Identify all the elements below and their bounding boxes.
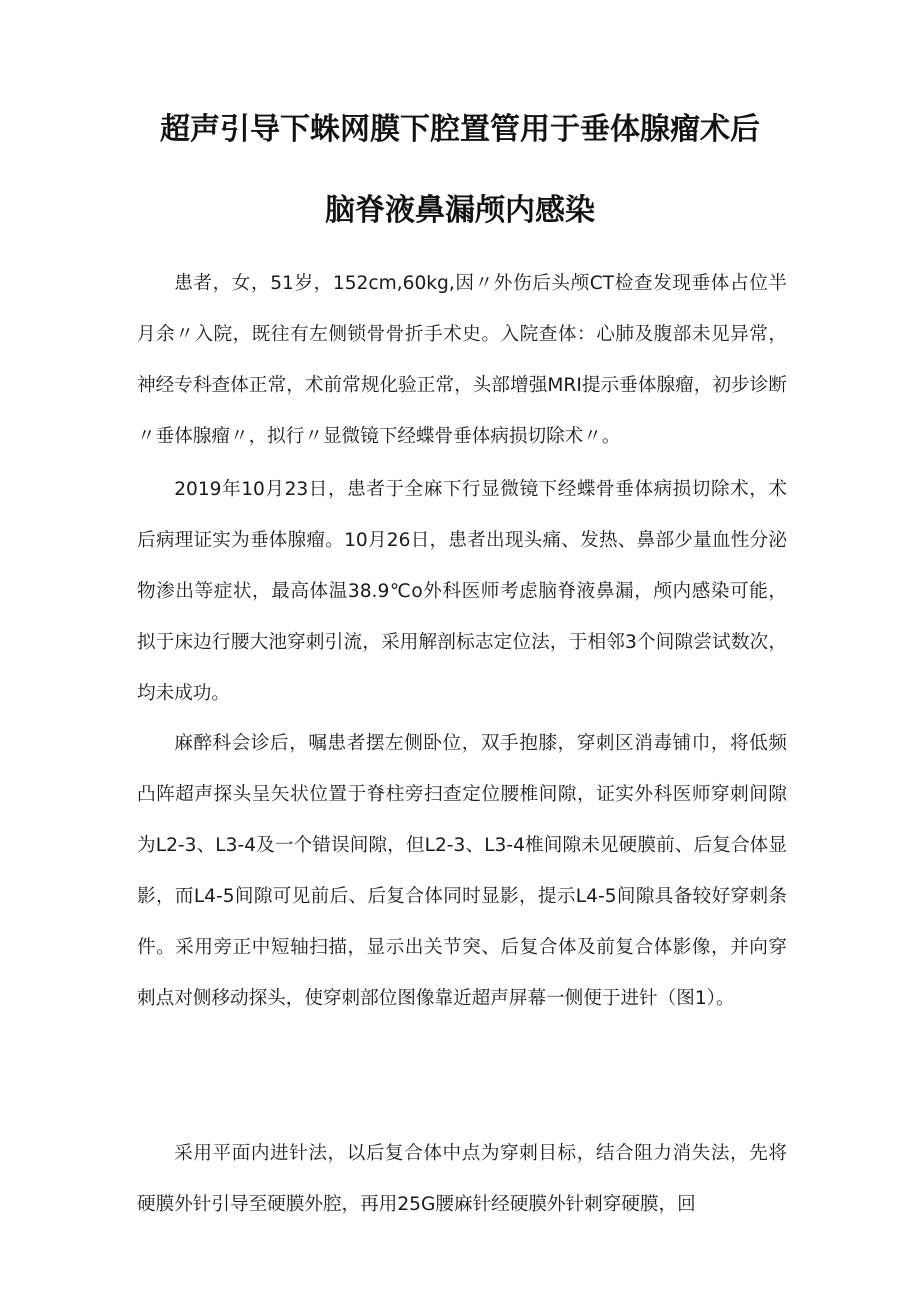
paragraph-puncture-technique: 采用平面内进针法，以后复合体中点为穿刺目标，结合阻力消失法，先将硬膜外针引导至硬膜外腔，再用25G腰麻针经硬膜外针刺穿硬膜，回 bbox=[137, 1143, 787, 1215]
paragraph-case-history: 患者，女，51岁，152cm,60kg,因〃外伤后头颅CT检查发现垂体占位半月余〃入院，既往有左侧锁骨骨折手术史。入院查体：心肺及腹部未见异常，神经专科查体正常，术前常规化验正常，头部增强MRI提示垂体腺瘤，初步诊断〃垂体腺瘤〃，拟行〃显微镜下经蝶骨垂体病损切除术〃。 bbox=[137, 273, 787, 447]
paragraph-anesthesia-consult: 麻醉科会诊后，嘱患者摆左侧卧位，双手抱膝，穿刺区消毒铺巾，将低频凸阵超声探头呈矢状位置于脊柱旁扫查定位腰椎间隙，证实外科医师穿刺间隙为L2-3、L3-4及一个错误间隙，但L2-3、L3-4椎间隙未见硬膜前、后复合体显影，而L4-5间隙可见前后、后复合体同时显影，提示L4-5间隙具备较好穿刺条件。采用旁正中短轴扫描，显示出关节突、后复合体及前复合体影像，并向穿刺点对侧移动探头，使穿刺部位图像靠近超声屏幕一侧便于进针（图1）。 bbox=[137, 733, 787, 1009]
title-line-2: 脑脊液鼻漏颅内感染 bbox=[325, 193, 595, 228]
paragraph-surgery-course: 2019年10月23日，患者于全麻下行显微镜下经蝶骨垂体病损切除术，术后病理证实为垂体腺瘤。10月26日，患者出现头痛、发热、鼻部少量血性分泌物渗出等症状，最高体温38.9℃o外科医师考虑脑脊液鼻漏，颅内感染可能，拟于床边行腰大池穿刺引流，采用解剖标志定位法，于相邻3个间隙尝试数次，均未成功。 bbox=[137, 479, 787, 704]
title-line-1: 超声引导下蛛网膜下腔置管用于垂体腺瘤术后 bbox=[160, 112, 760, 147]
